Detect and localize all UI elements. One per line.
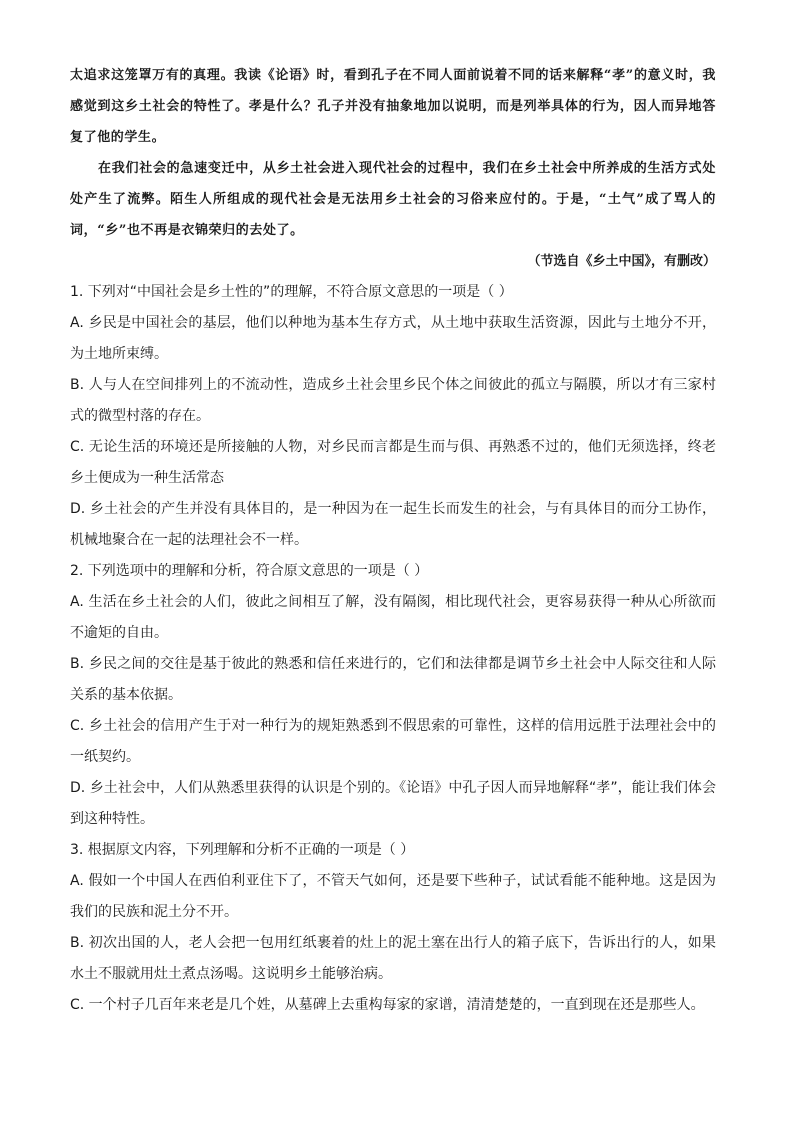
question-stem: 2. 下列选项中的理解和分析，符合原文意思的一项是（ ）	[70, 563, 429, 579]
option-a: A. 假如一个中国人在西伯利亚住下了，不管天气如何，还是要下些种子，试试看能不能种地。这是因为我们的民族和泥土分不开。	[70, 873, 716, 920]
option-c: C. 一个村子几百年来老是几个姓，从墓碑上去重构每家的家谱，清清楚楚的，一直到现在还是那些人。	[70, 997, 705, 1013]
option-c: C. 无论生活的环境还是所接触的人物，对乡民而言都是生而与俱、再熟悉不过的，他们无须选择，终老乡土便成为一种生活常态	[70, 439, 716, 486]
passage-paragraph-2: 在我们社会的急速变迁中，从乡土社会进入现代社会的过程中，我们在乡土社会中所养成的生活方式处处产生了流弊。陌生人所组成的现代社会是无法用乡土社会的习俗来应付的。于是，“土气”成了骂人的词，“乡”也不再是衣锦荣归的去处了。	[70, 161, 716, 238]
option-b: B. 初次出国的人，老人会把一包用红纸裹着的灶上的泥土塞在出行人的箱子底下，告诉出行的人，如果水土不服就用灶土煮点汤喝。这说明乡土能够治病。	[70, 935, 716, 982]
passage-paragraph-1: 太追求这笼罩万有的真理。我读《论语》时，看到孔子在不同人面前说着不同的话来解释“孝”的意义时，我感觉到这乡土社会的特性了。孝是什么？孔子并没有抽象地加以说明，而是列举具体的行为，因人而异地答复了他的学生。	[70, 68, 716, 145]
question-stem: 1. 下列对“中国社会是乡土性的”的理解，不符合原文意思的一项是（ ）	[70, 284, 513, 300]
question-3	[70, 835, 716, 1021]
option-d: D. 乡土社会中，人们从熟悉里获得的认识是个别的。《论语》中孔子因人而异地解释“孝”，能让我们体会到这种特性。	[70, 780, 716, 827]
option-b: B. 人与人在空间排列上的不流动性，造成乡土社会里乡民个体之间彼此的孤立与隔膜，所以才有三家村式的微型村落的存在。	[70, 377, 716, 424]
option-a: A. 生活在乡土社会的人们，彼此之间相互了解，没有隔阂，相比现代社会，更容易获得一种从心所欲而不逾矩的自由。	[70, 594, 716, 641]
option-a: A. 乡民是中国社会的基层，他们以种地为基本生存方式，从土地中获取生活资源，因此与土地分不开，为土地所束缚。	[70, 315, 716, 362]
option-d: D. 乡土社会的产生并没有具体目的，是一种因为在一起生长而发生的社会，与有具体目的而分工协作，机械地聚合在一起的法理社会不一样。	[70, 501, 716, 548]
option-b: B. 乡民之间的交往是基于彼此的熟悉和信任来进行的，它们和法律都是调节乡土社会中人际交往和人际关系的基本依据。	[70, 656, 716, 703]
document-page	[70, 60, 716, 1021]
passage-source: （节选自《乡土中国》，有删改）	[527, 254, 716, 269]
question-2	[70, 556, 716, 835]
question-stem: 3. 根据原文内容，下列理解和分析不正确的一项是（ ）	[70, 842, 415, 858]
option-c: C. 乡土社会的信用产生于对一种行为的规矩熟悉到不假思索的可靠性，这样的信用远胜于法理社会中的一纸契约。	[70, 718, 716, 765]
question-1	[70, 277, 716, 556]
